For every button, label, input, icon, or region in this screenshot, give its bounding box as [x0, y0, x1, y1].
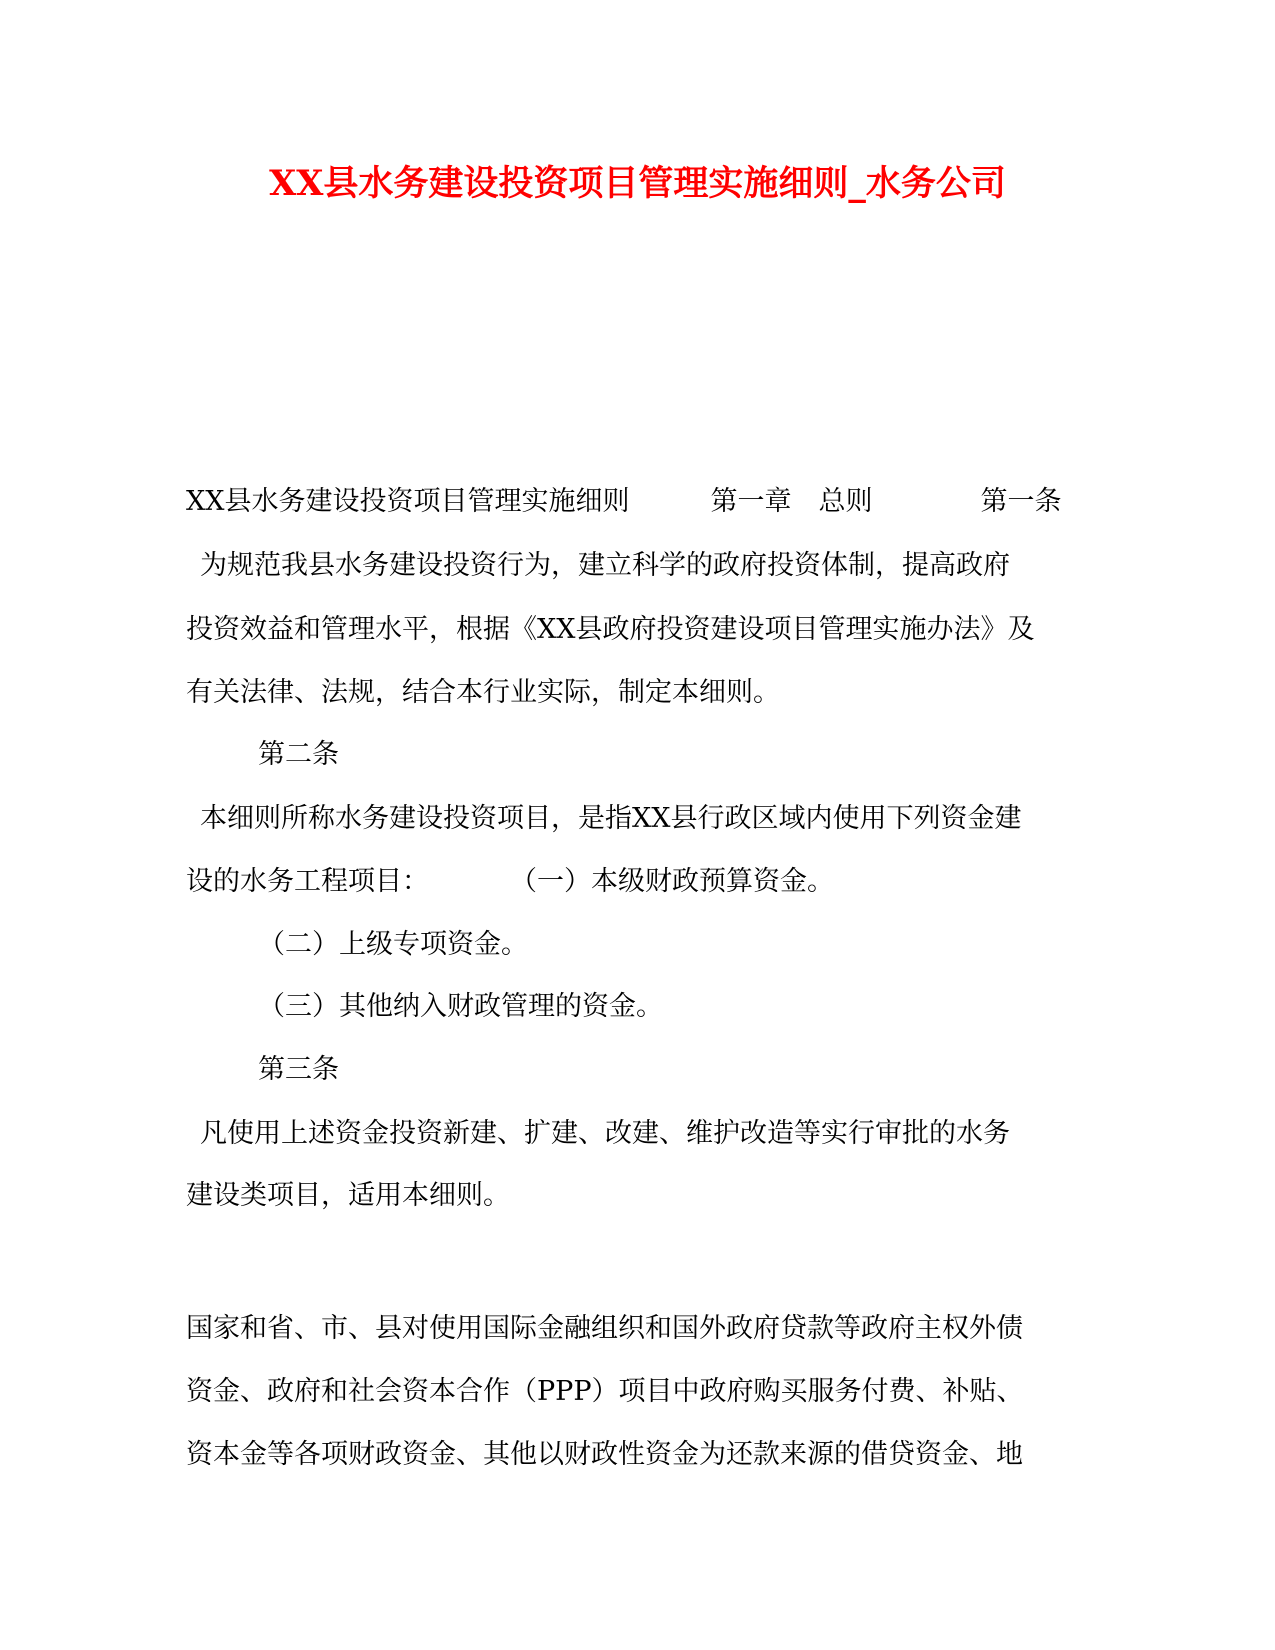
article-heading: 第三条 [258, 1054, 339, 1085]
body-line: 凡使用上述资金投资新建、扩建、改建、维护改造等实行审批的水务 [200, 1118, 1010, 1149]
body-line: 投资效益和管理水平，根据《XX县政府投资建设项目管理实施办法》及 [186, 614, 1035, 645]
article-heading: 第二条 [258, 739, 339, 770]
body-line: 国家和省、市、县对使用国际金融组织和国外政府贷款等政府主权外债 [186, 1313, 1023, 1344]
body-line: 本细则所称水务建设投资项目，是指XX县行政区域内使用下列资金建 [200, 803, 1022, 834]
body-line: 建设类项目，适用本细则。 [186, 1180, 510, 1211]
body-line: XX县水务建设投资项目管理实施细则 第一章 总则 第一条 [186, 486, 1062, 517]
document-title: XX县水务建设投资项目管理实施细则_水务公司 [269, 163, 1006, 204]
body-line: 设的水务工程项目： （一）本级财政预算资金。 [186, 866, 834, 897]
list-item: （三）其他纳入财政管理的资金。 [258, 991, 663, 1022]
body-line: 资金、政府和社会资本合作（PPP）项目中政府购买服务付费、补贴、 [186, 1376, 1024, 1407]
body-line: 有关法律、法规，结合本行业实际，制定本细则。 [186, 677, 780, 708]
body-line: 为规范我县水务建设投资行为，建立科学的政府投资体制，提高政府 [200, 550, 1010, 581]
list-item: （二）上级专项资金。 [258, 929, 528, 960]
body-line: 资本金等各项财政资金、其他以财政性资金为还款来源的借贷资金、地 [186, 1439, 1023, 1470]
